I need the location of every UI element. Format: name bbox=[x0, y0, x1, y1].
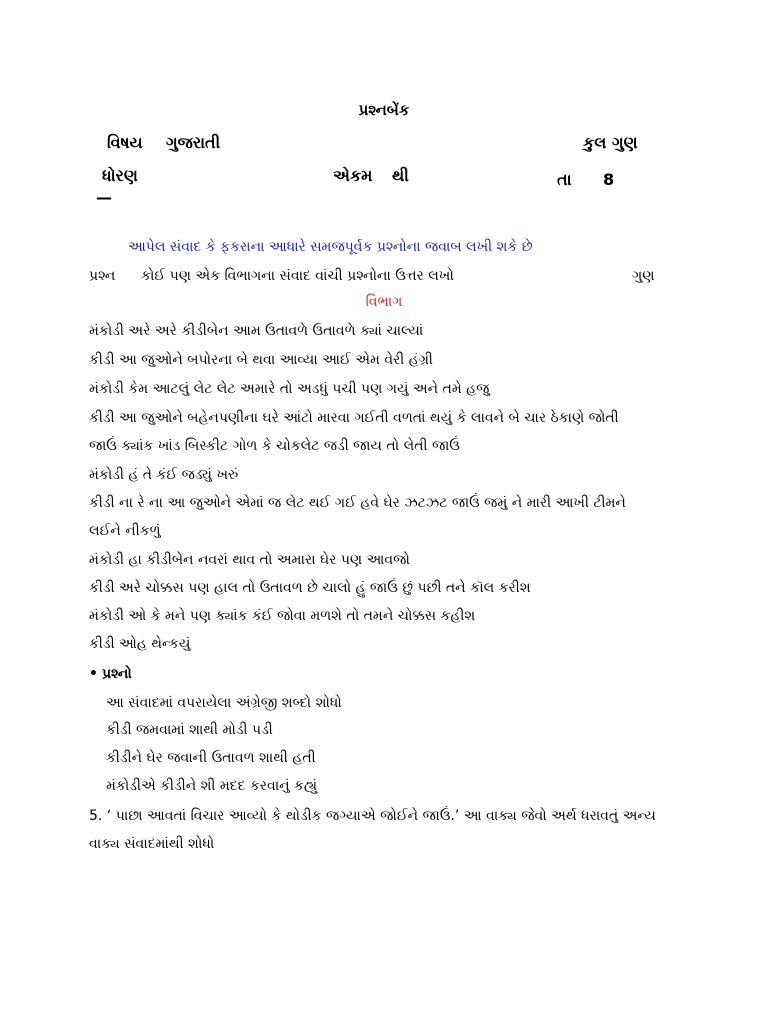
question-label: પ્રશ્ન bbox=[89, 268, 116, 284]
question-marks: ગુણ bbox=[632, 268, 655, 284]
question-5-line-1: 5. ‘ પાછા આવતાં વિચાર આવ્યો કે થોડીક જગ્યાએ જોઈને જાઉં.’ આ વાક્ય જેવો અર્થ ધરાવતું અન્ય bbox=[89, 808, 656, 824]
dialogue-line: કીડી આ જુઓને બહેનપણીના ઘરે આંટો મારવા ગઈતી વળતાં થયું કે લાવને બે ચાર ઠેકાણે જોતી bbox=[89, 410, 619, 426]
learning-objective: આપેલ સંવાદ કે ફકરાના આધારે સમજપૂર્વક પ્રશ્નોના જવાબ લખી શકે છે bbox=[128, 239, 533, 255]
question-text: કોઈ પણ એક વિભાગના સંવાદ વાંચી પ્રશ્નોના ઉત્તર લખો bbox=[141, 268, 454, 284]
dialogue-line: મંકોડી હા કીડીબેન નવરાં થાવ તો અમારા ઘેર પણ આવજો bbox=[89, 552, 410, 568]
list-item: કીડીને ઘેર જવાની ઉતાવળ શાથી હતી bbox=[106, 750, 316, 766]
grade-label: ધોરણ bbox=[102, 166, 138, 185]
dialogue-line: મંકોડી હં તે કંઈ જડ્યું ખરું bbox=[89, 467, 239, 483]
unit-from-label: થી bbox=[392, 166, 409, 185]
total-marks-label: કુલ ગુણ bbox=[583, 133, 638, 152]
date-label: તા bbox=[557, 170, 572, 189]
subject-value: ગુજરાતી bbox=[166, 133, 221, 152]
list-item: મંકોડીએ કીડીને શી મદદ કરવાનું કહ્યું bbox=[106, 778, 318, 794]
subject-label: વિષય bbox=[107, 133, 143, 152]
bullet-icon: • bbox=[89, 666, 98, 682]
list-item: આ સંવાદમાં વપરાયેલા અંગ્રેજી શબ્દો શોધો bbox=[106, 695, 342, 711]
section-heading: વિભાગ bbox=[365, 294, 403, 310]
dialogue-line: કીડી ઓહ થેન્કયું bbox=[89, 636, 191, 652]
dialogue-line: લઈને નીકળું bbox=[89, 523, 161, 539]
list-item: કીડી જમવામાં શાથી મોડી પડી bbox=[106, 722, 273, 738]
dialogue-line: કીડી આ જુઓને બપોરના બે થવા આવ્યા આઈ એમ વેરી હંગ્રી bbox=[89, 352, 433, 368]
unit-label: એકમ bbox=[333, 166, 373, 185]
header-dash: — bbox=[96, 188, 112, 207]
dialogue-line: મંકોડી કેમ આટલું લેટ લેટ અમારે તો અડધું પચી પણ ગયું અને તમે હજુ bbox=[89, 381, 490, 397]
questions-heading bbox=[89, 666, 132, 682]
dialogue-line: જાઉં ક્યાંક ખાંડ બિસ્કીટ ગોળ કે ચોકલેટ જડી જાય તો લેતી જાઉં bbox=[89, 438, 460, 454]
question-5-line-2: વાક્ય સંવાદમાંથી શોધો bbox=[89, 836, 215, 852]
questions-heading-text: પ્રશ્નો bbox=[101, 666, 132, 682]
dialogue-line: મંકોડી અરે અરે કીડીબેન આમ ઉતાવળે ઉતાવળે ક્યાં ચાલ્યાં bbox=[89, 323, 424, 339]
dialogue-line: મંકોડી ઓ કે મને પણ ક્યાંક કંઈ જોવા મળશે તો તમને ચોક્કસ કહીશ bbox=[89, 608, 476, 624]
date-value: 8 bbox=[603, 170, 615, 189]
page-title: પ્રશ્નબેંક bbox=[358, 101, 410, 119]
dialogue-line: કીડી અરે ચોક્કસ પણ હાલ તો ઉતાવળ છે ચાલો હું જાઉં છું પછી તને કૉલ કરીશ bbox=[89, 580, 531, 596]
dialogue-line: કીડી ના રે ના આ જુઓને એમાં જ લેટ થઈ ગઈ હવે ઘેર ઝટઝટ જાઉં જમું ને મારી આખી ટીમને bbox=[89, 495, 626, 511]
